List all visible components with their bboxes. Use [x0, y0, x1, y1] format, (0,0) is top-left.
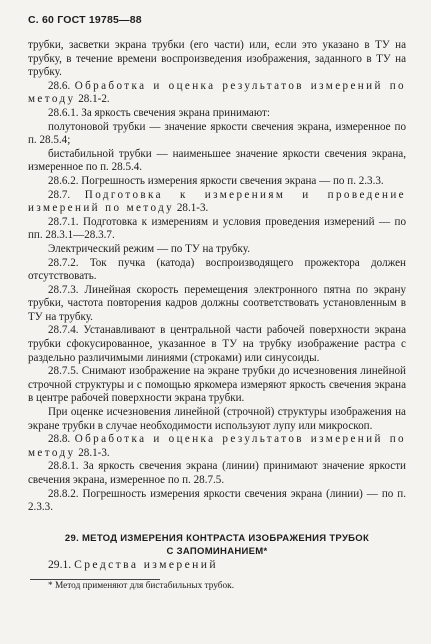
heading-ref: 28.1-3.: [78, 446, 110, 459]
paragraph-28-8-2: 28.8.2. Погрешность измерения яркости свечения экрана (линии) — по п. 2.3.3.: [28, 487, 406, 514]
heading-number: 28.7.: [48, 188, 71, 201]
heading-ref: 28.1-3.: [176, 202, 209, 215]
paragraph-28-7-5: 28.7.5. Снимают изображение на экране трубки до исчезновения линейной строчной структуры и с помощью яркомера измеряют яркость свечения экрана в центре рабочей поверхности экрана трубки.: [28, 365, 406, 405]
section-title-line: С ЗАПОМИНАНИЕМ*: [166, 545, 268, 557]
subsection-number: 29.1.: [48, 557, 72, 571]
subsection-29-1: [28, 558, 406, 572]
paragraph-28-7-3: 28.7.3. Линейная скорость перемещения электронного пятна по экрану трубки, частота повторения кадров должны соответствовать установленным в ТУ на трубку.: [28, 283, 406, 323]
footnote: * Метод применяют для бистабильных трубок.: [48, 581, 235, 592]
section-title-line: 29. МЕТОД ИЗМЕРЕНИЯ КОНТРАСТА ИЗОБРАЖЕНИЯ ТРУБОК: [64, 532, 370, 544]
paragraph-electric-mode: Электрический режим — по ТУ на трубку.: [48, 242, 250, 255]
paragraph-28-7-4: 28.7.4. Устанавливают в центральной части рабочей поверхности экрана трубки сфокусированное, указанное в ТУ на трубку изображение растра с раздельно различимыми линиями (строками) или синусоиды.: [28, 324, 406, 364]
heading-text: Обработка и оценка результатов измерений по методу: [28, 433, 406, 459]
subsection-text: Средства измерений: [74, 557, 218, 571]
heading-28-7: [28, 189, 406, 216]
paragraph-28-8-1: 28.8.1. За яркость свечения экрана (линии) принимают значение яркости свечения экрана, измеренное по п. 28.7.5.: [28, 460, 406, 486]
paragraph-28-6-1: 28.6.1. За яркость свечения экрана принимают:: [48, 106, 270, 119]
heading-number: 28.8.: [48, 433, 71, 446]
heading-ref: 28.1-2.: [78, 93, 110, 106]
paragraph-28-7-1: 28.7.1. Подготовка к измерениям и условия проведения измерений — по пп. 28.3.1—28.3.7.: [28, 215, 406, 242]
section-title-29: [28, 532, 406, 558]
paragraph-halftone: полутоновой трубки — значение яркости свечения экрана, измеренное по п. 28.5.4;: [28, 120, 406, 147]
heading-text: Обработка и оценка результатов измерений по методу: [28, 79, 406, 106]
heading-28-6: [28, 80, 406, 107]
heading-28-8: [28, 433, 406, 460]
paragraph-28-6-2: 28.6.2. Погрешность измерения яркости свечения экрана — по п. 2.3.3.: [48, 174, 384, 187]
paragraph-bistable: бистабильной трубки — наименьшее значение яркости свечения экрана, измеренное по п. 28.5.4.: [28, 147, 406, 174]
paragraph-continuation: трубки, засветки экрана трубки (его части) или, если это указано в ТУ на трубку, в течение времени воспроизведения изображения, заданного в ТУ на трубку.: [28, 39, 406, 79]
running-header: С. 60 ГОСТ 19785—88: [28, 14, 142, 26]
heading-text: Подготовка к измерениям и проведение измерений по методу: [28, 188, 406, 215]
paragraph-magnifier: При оценке исчезновения линейной (строчной) структуры изображения на экране трубки в случае необходимости используют лупу или микроскоп.: [28, 406, 406, 432]
heading-number: 28.6.: [48, 79, 71, 92]
page-body: [28, 39, 406, 592]
paragraph-28-7-2: 28.7.2. Ток пучка (катода) воспроизводящего прожектора должен отсутствовать.: [28, 256, 406, 283]
